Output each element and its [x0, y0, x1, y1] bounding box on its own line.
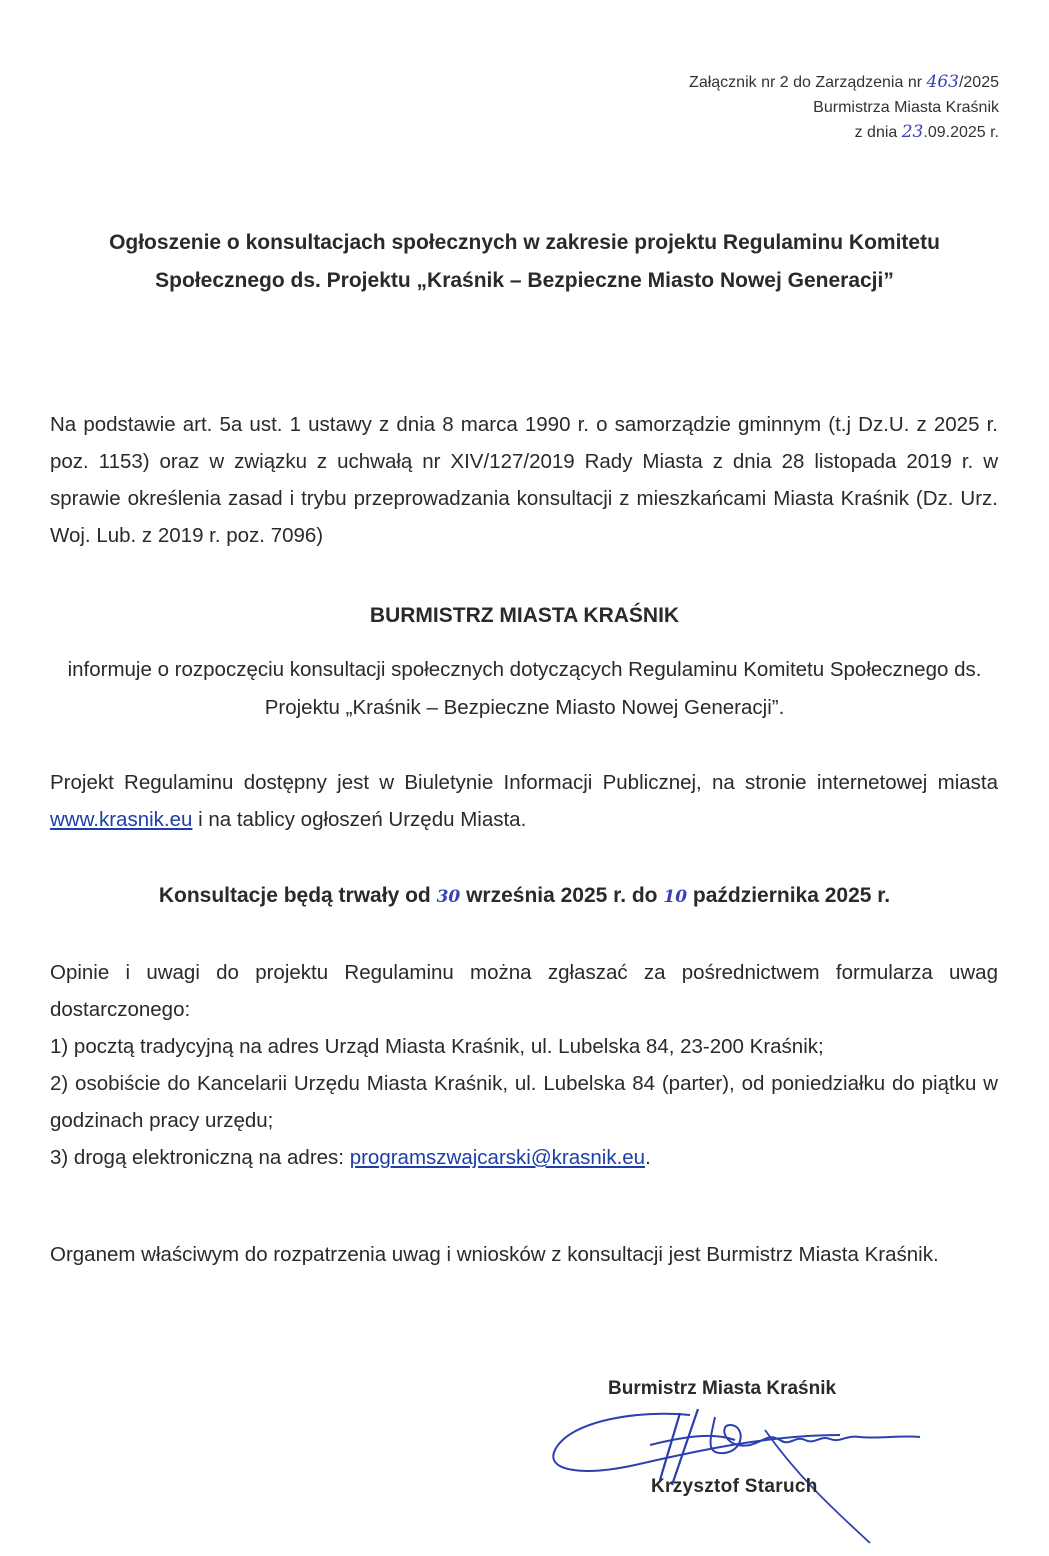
authority-heading: BURMISTRZ MIASTA KRAŚNIK: [369, 604, 680, 627]
annex-header: [689, 70, 999, 145]
duration-part-3: października 2025 r.: [687, 884, 891, 907]
submission-item-1: 1) pocztą tradycyjną na adres Urząd Miasta Kraśnik, ul. Lubelska 84, 23-200 Kraśnik;: [50, 1035, 824, 1058]
submission-item-3-prefix: 3) drogą elektroniczną na adres:: [50, 1146, 350, 1169]
email-link[interactable]: programszwajcarski@krasnik.eu: [349, 1146, 646, 1169]
handwritten-order-number: 463: [926, 72, 959, 92]
annex-line-3: [689, 120, 999, 145]
availability-text-before: Projekt Regulaminu dostępny jest w Biuletynie Informacji Publicznej, na stronie internetowej miasta: [50, 771, 998, 794]
signatory-name: Krzysztof Staruch: [651, 1476, 818, 1497]
competent-body-paragraph: Organem właściwym do rozpatrzenia uwag i wniosków z konsultacji jest Burmistrz Miasta Kraśnik.: [50, 1243, 939, 1266]
signature-title: Burmistrz Miasta Kraśnik: [608, 1378, 837, 1399]
submission-section: [50, 954, 998, 1176]
website-link[interactable]: www.krasnik.eu: [50, 808, 193, 831]
annex-line-1: [689, 70, 999, 95]
annex-line-3-suffix: .09.2025 r.: [923, 124, 999, 141]
duration-line: [50, 884, 999, 908]
handwritten-start-day: 30: [436, 887, 461, 907]
submission-intro: Opinie i uwagi do projektu Regulaminu można zgłaszać za pośrednictwem formularza uwag dostarczonego:: [50, 961, 998, 1021]
annex-line-1-suffix: /2025: [958, 74, 999, 91]
informs-paragraph: informuje o rozpoczęciu konsultacji społecznych dotyczących Regulaminu Komitetu Społecznego ds. Projektu „Kraśnik – Bezpieczne Miasto Nowej Generacji”.: [67, 658, 982, 719]
handwritten-signature: [540, 1395, 960, 1545]
duration-part-1: Konsultacje będą trwały od: [158, 884, 437, 907]
annex-line-1-prefix: Załącznik nr 2 do Zarządzenia nr: [689, 74, 927, 91]
annex-line-2: Burmistrza Miasta Kraśnik: [813, 99, 999, 116]
submission-item-3-suffix: .: [645, 1146, 651, 1169]
handwritten-day: 23: [901, 122, 924, 142]
availability-text-after: i na tablicy ogłoszeń Urzędu Miasta.: [192, 808, 527, 831]
duration-part-2: września 2025 r. do: [460, 884, 664, 907]
annex-line-3-prefix: z dnia: [854, 124, 902, 141]
legal-basis-paragraph: Na podstawie art. 5a ust. 1 ustawy z dnia 8 marca 1990 r. o samorządzie gminnym (t.j Dz.U. z 2025 r. poz. 1153) oraz w związku z uchwałą nr XIV/127/2019 Rady Miasta z dnia 28 listopada 2019 r. w sprawie określenia zasad i trybu przeprowadzania konsultacji z mieszkańcami Miasta Kraśnik (Dz. Urz. Woj. Lub. z 2019 r. poz. 7096): [50, 413, 998, 547]
submission-item-2: 2) osobiście do Kancelarii Urzędu Miasta Kraśnik, ul. Lubelska 84 (parter), od poniedziałku do piątku w godzinach pracy urzędu;: [50, 1072, 998, 1132]
handwritten-end-day: 10: [663, 887, 688, 907]
availability-paragraph: [50, 764, 998, 838]
submission-item-3: [50, 1139, 998, 1176]
document-title: Ogłoszenie o konsultacjach społecznych w zakresie projektu Regulaminu Komitetu Społecznego ds. Projektu „Kraśnik – Bezpieczne Miasto Nowej Generacji”: [109, 231, 940, 292]
